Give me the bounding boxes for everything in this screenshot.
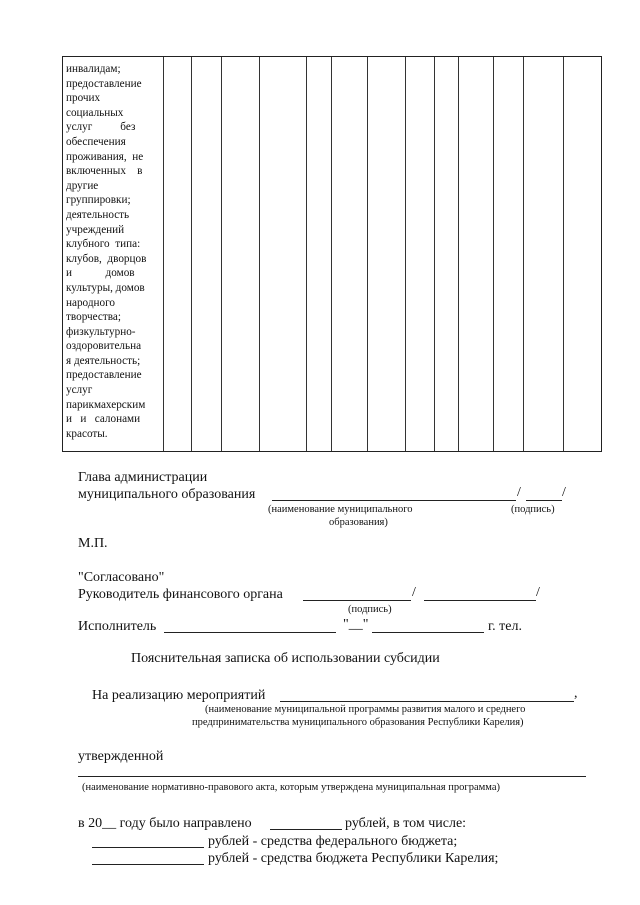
regional-budget-label: рублей - средства бюджета Республики Карелия;: [208, 851, 499, 866]
table-column-divider: [434, 57, 435, 451]
signature-caption: (подпись): [511, 504, 555, 515]
table-column-divider: [259, 57, 260, 451]
agreed-label: "Согласовано": [78, 570, 165, 585]
activity-text-line: клубов, дворцов: [66, 252, 147, 265]
table-column-divider: [163, 57, 164, 451]
executor-quote: "__": [343, 617, 369, 632]
activity-text-line: инвалидам;: [66, 63, 121, 75]
activity-text-line: включенных в: [66, 165, 143, 178]
total-amount-field[interactable]: [270, 829, 342, 830]
program-caption-line2: предпринимательства муниципального образования Республики Карелия): [192, 717, 524, 728]
sent-prefix: в 20__ году было направлено: [78, 816, 252, 831]
activity-text-line: социальных: [66, 106, 124, 119]
activity-text-line: услуг: [66, 384, 93, 397]
activity-text-line: творчества;: [66, 311, 121, 324]
finance-head-label: Руководитель финансового органа: [78, 587, 283, 602]
head-signature-field[interactable]: [526, 500, 562, 501]
municipality-caption-line1: (наименование муниципального: [268, 504, 413, 515]
slash-end: /: [562, 485, 566, 500]
activity-text-line: парикмахерским: [66, 398, 146, 411]
regional-amount-field[interactable]: [92, 864, 204, 865]
activity-text-line: и домов: [66, 267, 135, 280]
head-title-line2: муниципального образования: [78, 487, 256, 502]
activity-text-line: оздоровительна: [66, 340, 142, 353]
activity-text-line: клубного типа:: [66, 238, 141, 251]
table-column-divider: [458, 57, 459, 451]
program-comma: ,: [574, 686, 578, 701]
legal-act-caption: (наименование нормативно-правового акта, которым утверждена муниципальная программа): [82, 782, 500, 793]
table-column-divider: [405, 57, 406, 451]
program-caption-line1: (наименование муниципальной программы развития малого и среднего: [205, 704, 526, 715]
activity-types-cell: [66, 62, 159, 441]
slash-separator: /: [517, 485, 521, 500]
activity-text-line: физкультурно-: [66, 325, 136, 338]
executor-phone-field[interactable]: [372, 632, 484, 633]
activity-text-line: предоставление: [66, 369, 142, 382]
federal-amount-field[interactable]: [92, 847, 204, 848]
table-column-divider: [306, 57, 307, 451]
note-title: Пояснительная записка об использовании субсидии: [131, 651, 440, 666]
activity-text-line: прочих: [66, 92, 101, 105]
activity-text-line: проживания, не: [66, 150, 144, 163]
table-column-divider: [331, 57, 332, 451]
table-column-divider: [563, 57, 564, 451]
slash-end: /: [536, 585, 540, 600]
approved-label: утвержденной: [78, 749, 164, 764]
subsidy-table: [62, 56, 602, 452]
activity-text-line: культуры, домов: [66, 281, 145, 294]
executor-name-field[interactable]: [164, 632, 336, 633]
activity-text-line: я деятельность;: [66, 354, 141, 367]
finance-head-signature-field[interactable]: [303, 600, 411, 601]
municipality-name-field[interactable]: [272, 500, 516, 501]
sent-suffix: рублей, в том числе:: [345, 816, 467, 831]
implementation-label: На реализацию мероприятий: [92, 688, 266, 703]
finance-head-name-field[interactable]: [424, 600, 536, 601]
activity-text-line: и и салонами: [66, 413, 141, 426]
table-column-divider: [191, 57, 192, 451]
activity-text-line: услуг без: [66, 121, 136, 134]
finance-signature-caption: (подпись): [348, 604, 392, 615]
legal-act-field[interactable]: [78, 776, 586, 777]
table-column-divider: [523, 57, 524, 451]
activity-text-line: другие: [66, 179, 99, 192]
municipality-caption-line2: образования): [329, 517, 388, 528]
activity-text-line: группировки;: [66, 194, 131, 207]
table-column-divider: [221, 57, 222, 451]
table-column-divider: [493, 57, 494, 451]
head-title-line1: Глава администрации: [78, 470, 208, 485]
stamp-label: М.П.: [78, 536, 108, 551]
executor-label: Исполнитель: [78, 619, 157, 634]
activity-text-line: народного: [66, 296, 115, 309]
activity-text-line: красоты.: [66, 427, 108, 440]
activity-text-line: деятельность: [66, 208, 130, 221]
activity-text-line: предоставление: [66, 77, 142, 90]
slash-separator: /: [412, 585, 416, 600]
phone-suffix: г. тел.: [488, 619, 522, 634]
activity-text-line: учреждений: [66, 223, 125, 236]
program-name-field[interactable]: [280, 701, 574, 702]
activity-text-line: обеспечения: [66, 135, 126, 148]
federal-budget-label: рублей - средства федерального бюджета;: [208, 834, 458, 849]
table-column-divider: [367, 57, 368, 451]
